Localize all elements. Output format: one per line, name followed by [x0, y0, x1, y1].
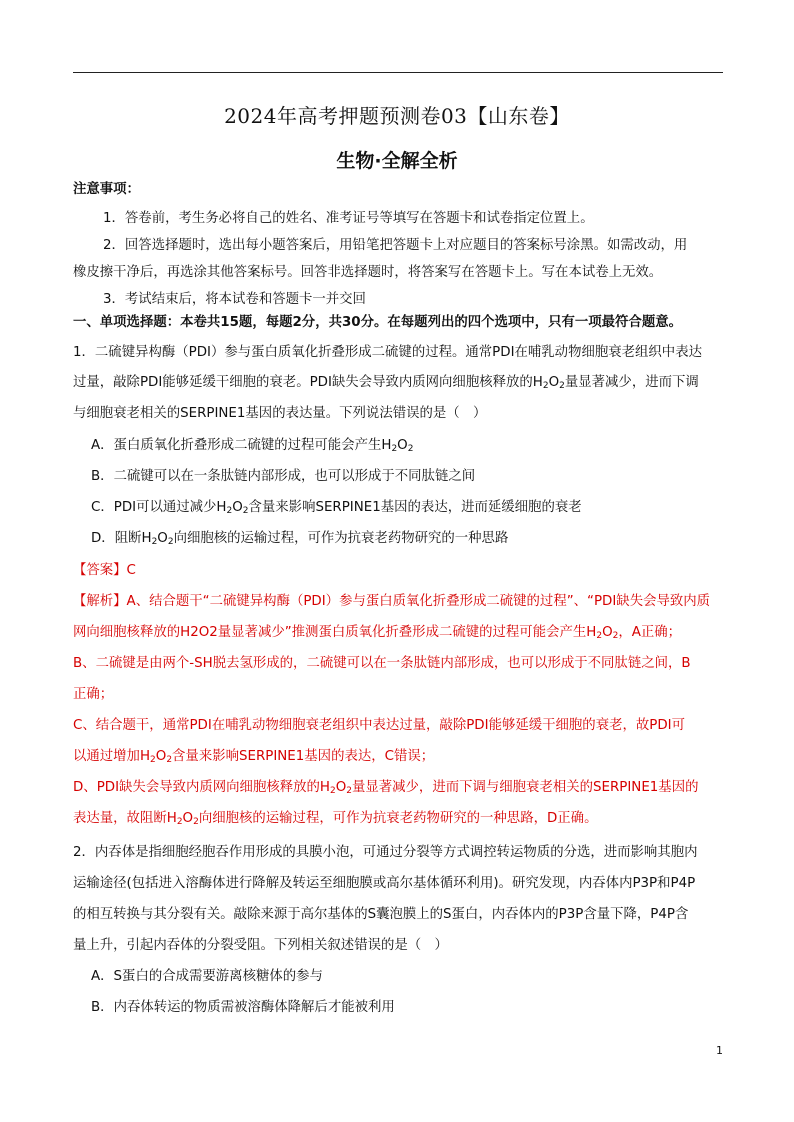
analysis-line: C、结合题干，通常PDI在哺乳动物细胞衰老组织中表达过量，敲除PDI能够延缓干细胞的衰老，故PDI可	[73, 718, 685, 733]
question-stem: 过量，敲除PDI能够延缓干细胞的衰老。PDI缺失会导致内质网向细胞核释放的$H_2O_2$量显著减少，进而下调	[73, 375, 699, 391]
analysis-line: 以通过增加$H_2O_2$含量来影响SERPINE1基因的表达，C错误；	[73, 749, 435, 765]
question-stem: 运输途径(包括进入溶酶体进行降解及转运至细胞膜或高尔基体循环利用)。研究发现，内吞体内P3P和P4P	[73, 876, 696, 891]
question-stem: 与细胞衰老相关的SERPINE1基因的表达量。下列说法错误的是（ ）	[73, 406, 487, 421]
analysis-line: B、二硫键是由两个-SH脱去氢形成的，二硫键可以在一条肽链内部形成，也可以形成于不同肽链之间，B	[73, 656, 691, 671]
option-c: C．PDI可以通过减少$H_2O_2$含量来影响SERPINE1基因的表达，进而延缓细胞的衰老	[91, 500, 582, 516]
option-a: A．蛋白质氧化折叠形成二硫键的过程可能会产生$H_2O_2$	[91, 438, 414, 454]
notice-heading: 注意事项：	[73, 182, 140, 197]
option-b: B．内吞体转运的物质需被溶酶体降解后才能被利用	[91, 1000, 395, 1015]
question-stem: 量上升，引起内吞体的分裂受阻。下列相关叙述错误的是（ ）	[73, 938, 448, 953]
option-a: A．S蛋白的合成需要游离核糖体的参与	[91, 969, 323, 984]
notice-item: 2．回答选择题时，选出每小题答案后，用铅笔把答题卡上对应题目的答案标号涂黑。如需改动，用	[103, 238, 688, 253]
analysis-line: 网向细胞核释放的H2O2量显著减少”推测蛋白质氧化折叠形成二硫键的过程可能会产生$H_2O_2$，A正确；	[73, 625, 682, 641]
section-heading: 一、单项选择题：本卷共15题，每题2分，共30分。在每题列出的四个选项中，只有一项最符合题意。	[73, 315, 682, 330]
notice-item: 3．考试结束后，将本试卷和答题卡一并交回	[103, 292, 366, 307]
notice-item: 1．答卷前，考生务必将自己的姓名、准考证号等填写在答题卡和试卷指定位置上。	[103, 211, 594, 226]
notice-item: 橡皮擦干净后，再选涂其他答案标号。回答非选择题时，将答案写在答题卡上。写在本试卷上无效。	[73, 265, 663, 280]
question-stem: 1．二硫键异构酶（PDI）参与蛋白质氧化折叠形成二硫键的过程。通常PDI在哺乳动物细胞衰老组织中表达	[73, 345, 702, 360]
page-number: 1	[716, 1044, 723, 1057]
analysis-line: 表达量，故阻断$H_2O_2$向细胞核的运输过程，可作为抗衰老药物研究的一种思路，D正确。	[73, 811, 598, 827]
analysis-line: 正确；	[73, 687, 114, 702]
analysis-line: D、PDI缺失会导致内质网向细胞核释放的$H_2O_2$量显著减少，进而下调与细胞衰老相关的SERPINE1基因的	[73, 780, 699, 796]
analysis-line: 【解析】A、结合题干“二硫键异构酶（PDI）参与蛋白质氧化折叠形成二硫键的过程”、“PDI缺失会导致内质	[73, 594, 711, 609]
question-stem: 的相互转换与其分裂有关。敲除来源于高尔基体的S囊泡膜上的S蛋白，内吞体内的P3P含量下降，P4P含	[73, 907, 689, 922]
option-b: B．二硫键可以在一条肽链内部形成，也可以形成于不同肽链之间	[91, 469, 476, 484]
answer: 【答案】C	[73, 563, 136, 578]
option-d: D．阻断$H_2O_2$向细胞核的运输过程，可作为抗衰老药物研究的一种思路	[91, 531, 509, 547]
header-rule	[73, 72, 723, 73]
page-title: 2024年高考押题预测卷03【山东卷】	[224, 104, 570, 128]
question-stem: 2．内吞体是指细胞经胞吞作用形成的具膜小泡，可通过分裂等方式调控转运物质的分选，进而影响其胞内	[73, 845, 698, 860]
page-subtitle: 生物·全解全析	[336, 150, 458, 172]
